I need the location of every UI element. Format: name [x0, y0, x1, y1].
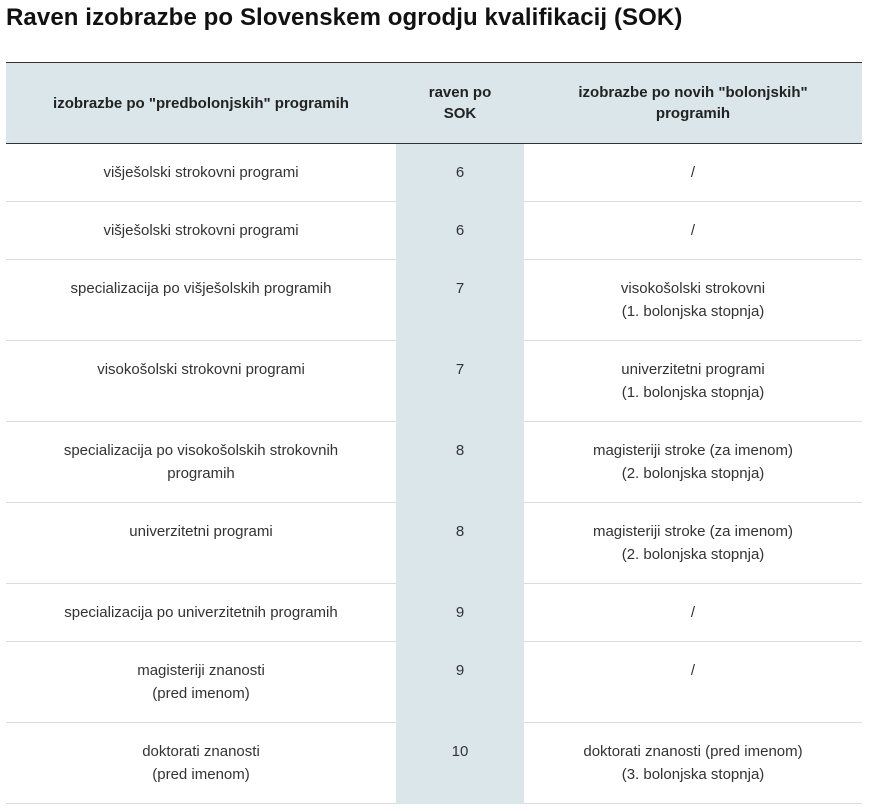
new-program-cell — [524, 341, 862, 422]
sok-level-cell: 7 — [396, 260, 524, 341]
old-program-cell — [6, 422, 396, 503]
old-program-cell — [6, 260, 396, 341]
header-sok-level: raven po SOK — [396, 63, 524, 144]
cell-line: visokošolski strokovni programi — [97, 361, 305, 378]
cell-line: / — [690, 604, 696, 621]
table-row — [6, 723, 862, 804]
cell-line: (pred imenom) — [152, 685, 250, 702]
cell-line: specializacija po visokošolskih strokovnih programih — [63, 442, 339, 482]
cell-line: magisteriji znanosti — [137, 662, 265, 679]
cell-line: specializacija po višješolskih programih — [70, 280, 332, 297]
cell-line: / — [690, 662, 696, 679]
page-title: Raven izobrazbe po Slovenskem ogrodju kvalifikacij (SOK) — [6, 4, 683, 31]
cell-line: (1. bolonjska stopnja) — [621, 384, 765, 401]
sok-level-cell: 8 — [396, 422, 524, 503]
cell-line: univerzitetni programi — [621, 361, 765, 378]
table-row — [6, 422, 862, 503]
new-program-cell — [524, 422, 862, 503]
old-program-cell — [6, 642, 396, 723]
old-program-cell — [6, 202, 396, 260]
new-program-cell — [524, 723, 862, 804]
new-program-cell — [524, 202, 862, 260]
table-row — [6, 584, 862, 642]
sok-level-cell: 7 — [396, 341, 524, 422]
sok-level-cell: 10 — [396, 723, 524, 804]
cell-line: (3. bolonjska stopnja) — [621, 766, 765, 783]
table-row — [6, 260, 862, 341]
new-program-cell — [524, 260, 862, 341]
cell-line: (2. bolonjska stopnja) — [621, 465, 765, 482]
table-row — [6, 202, 862, 260]
old-program-cell — [6, 584, 396, 642]
cell-line: visokošolski strokovni — [620, 280, 766, 297]
new-program-cell — [524, 584, 862, 642]
sok-level-cell: 6 — [396, 202, 524, 260]
new-program-cell — [524, 144, 862, 202]
cell-line: / — [690, 164, 696, 181]
sok-level-cell: 9 — [396, 642, 524, 723]
new-program-cell — [524, 642, 862, 723]
table-body — [6, 144, 862, 804]
cell-line: (1. bolonjska stopnja) — [621, 303, 765, 320]
header-old-programs: izobrazbe po "predbolonjskih" programih — [6, 63, 396, 144]
cell-line: magisteriji stroke (za imenom) — [592, 523, 794, 540]
old-program-cell — [6, 723, 396, 804]
cell-line: univerzitetni programi — [129, 523, 273, 540]
table-row — [6, 144, 862, 202]
header-row — [6, 63, 862, 144]
sok-level-cell: 9 — [396, 584, 524, 642]
old-program-cell — [6, 341, 396, 422]
old-program-cell — [6, 144, 396, 202]
cell-line: / — [690, 222, 696, 239]
table-row — [6, 503, 862, 584]
sok-level-cell: 6 — [396, 144, 524, 202]
table-row — [6, 341, 862, 422]
cell-line: specializacija po univerzitetnih programih — [64, 604, 338, 621]
new-program-cell — [524, 503, 862, 584]
cell-line: višješolski strokovni programi — [103, 164, 299, 181]
sok-level-cell: 8 — [396, 503, 524, 584]
cell-line: (pred imenom) — [152, 766, 250, 783]
table-header — [6, 63, 862, 144]
old-program-cell — [6, 503, 396, 584]
cell-line: doktorati znanosti (pred imenom) — [583, 743, 803, 760]
table-row — [6, 642, 862, 723]
cell-line: magisteriji stroke (za imenom) — [592, 442, 794, 459]
cell-line: (2. bolonjska stopnja) — [621, 546, 765, 563]
qualification-levels-table — [6, 62, 862, 804]
cell-line: višješolski strokovni programi — [103, 222, 299, 239]
header-new-programs: izobrazbe po novih "bolonjskih" programih — [524, 63, 862, 144]
cell-line: doktorati znanosti — [142, 743, 260, 760]
